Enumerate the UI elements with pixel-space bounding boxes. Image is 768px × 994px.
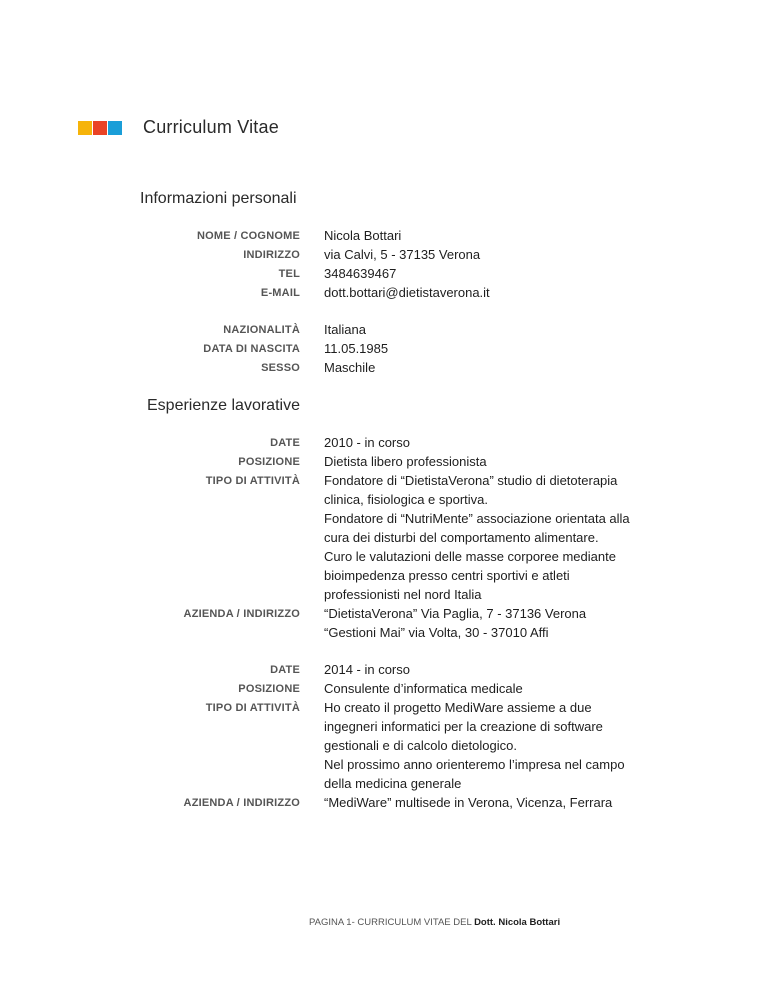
- field-value: 2014 - in corso: [324, 662, 410, 677]
- field-label: TIPO DI ATTIVITÀ: [205, 475, 300, 487]
- page-title: Curriculum Vitae: [143, 117, 279, 137]
- field-value: ingegneri informatici per la creazione di software: [324, 719, 603, 734]
- field-label: AZIENDA / INDIRIZZO: [183, 608, 300, 620]
- logo-square-blue: [108, 121, 122, 135]
- field-value: Consulente d’informatica medicale: [324, 681, 523, 696]
- field-value: 11.05.1985: [324, 341, 389, 356]
- field-value: 2010 - in corso: [324, 435, 410, 450]
- exp2-company-row: [0, 795, 768, 814]
- section-title-experience: Esperienze lavorative: [147, 397, 300, 414]
- field-value: Fondatore di “DietistaVerona” studio di dietoterapia: [324, 473, 618, 488]
- exp1-activity-line: [0, 568, 768, 587]
- exp1-activity-line: [0, 587, 768, 606]
- exp2-position-row: [0, 681, 768, 700]
- field-label: DATE: [270, 437, 300, 449]
- field-row-name: [0, 228, 768, 247]
- field-label: TEL: [278, 268, 300, 280]
- footer-prefix: PAGINA 1- CURRICULUM VITAE DEL: [309, 917, 472, 928]
- exp2-date-row: [0, 662, 768, 681]
- field-row-address: [0, 247, 768, 266]
- field-value: Nicola Bottari: [324, 228, 402, 243]
- field-value: Dietista libero professionista: [324, 454, 487, 469]
- section-title-personal: Informazioni personali: [140, 190, 297, 207]
- field-label: TIPO DI ATTIVITÀ: [205, 702, 300, 714]
- field-label: INDIRIZZO: [243, 249, 300, 261]
- exp1-position-row: [0, 454, 768, 473]
- field-label: E-MAIL: [260, 287, 300, 299]
- field-row-email: [0, 285, 768, 304]
- exp2-activity-line: [0, 738, 768, 757]
- exp1-activity-line: [0, 549, 768, 568]
- exp1-activity-line: [0, 530, 768, 549]
- field-value: cura dei disturbi del comportamento alimentare.: [324, 530, 599, 545]
- exp2-activity-line: [0, 757, 768, 776]
- footer-name: Dott. Nicola Bottari: [474, 917, 561, 928]
- field-label: NAZIONALITÀ: [223, 324, 300, 336]
- field-row-birthdate: [0, 341, 768, 360]
- exp1-activity-line: [0, 511, 768, 530]
- field-label: POSIZIONE: [238, 683, 300, 695]
- field-value: bioimpedenza presso centri sportivi e atleti: [324, 568, 570, 583]
- field-label: POSIZIONE: [238, 456, 300, 468]
- field-value: Ho creato il progetto MediWare assieme a due: [324, 700, 592, 715]
- field-label: DATA DI NASCITA: [203, 343, 300, 355]
- exp1-company-line: [0, 625, 768, 644]
- exp1-date-row: [0, 435, 768, 454]
- field-label: AZIENDA / INDIRIZZO: [183, 797, 300, 809]
- field-value: della medicina generale: [324, 776, 462, 791]
- exp1-activity-row: [0, 473, 768, 492]
- page-footer: [309, 917, 560, 928]
- field-value: professionisti nel nord Italia: [324, 587, 482, 602]
- logo-square-red: [93, 121, 107, 135]
- exp2-activity-line: [0, 719, 768, 738]
- field-label: NOME / COGNOME: [196, 230, 300, 242]
- field-value: 3484639467: [324, 266, 397, 281]
- field-value: gestionali e di calcolo dietologico.: [324, 738, 517, 753]
- exp1-activity-line: [0, 492, 768, 511]
- field-value: Nel prossimo anno orienteremo l’impresa nel campo: [324, 757, 625, 772]
- exp2-activity-row: [0, 700, 768, 719]
- field-value: via Calvi, 5 - 37135 Verona: [324, 247, 481, 262]
- field-value: dott.bottari@dietistaverona.it: [324, 285, 490, 300]
- field-label: DATE: [270, 664, 300, 676]
- cv-logo: [78, 121, 122, 135]
- field-value: Curo le valutazioni delle masse corporee mediante: [324, 549, 616, 564]
- field-value: clinica, fisiologica e sportiva.: [324, 492, 489, 507]
- field-row-sex: [0, 360, 768, 379]
- field-value: “DietistaVerona” Via Paglia, 7 - 37136 Verona: [324, 606, 587, 621]
- exp2-activity-line: [0, 776, 768, 795]
- field-value: “MediWare” multisede in Verona, Vicenza, Ferrara: [324, 795, 613, 810]
- field-value: Fondatore di “NutriMente” associazione orientata alla: [324, 511, 630, 526]
- field-value: Italiana: [324, 322, 366, 337]
- logo-square-yellow: [78, 121, 92, 135]
- field-value: “Gestioni Mai” via Volta, 30 - 37010 Affi: [324, 625, 549, 640]
- field-value: Maschile: [324, 360, 376, 375]
- field-row-nationality: [0, 322, 768, 341]
- exp1-company-row: [0, 606, 768, 625]
- field-row-tel: [0, 266, 768, 285]
- field-label: SESSO: [261, 362, 300, 374]
